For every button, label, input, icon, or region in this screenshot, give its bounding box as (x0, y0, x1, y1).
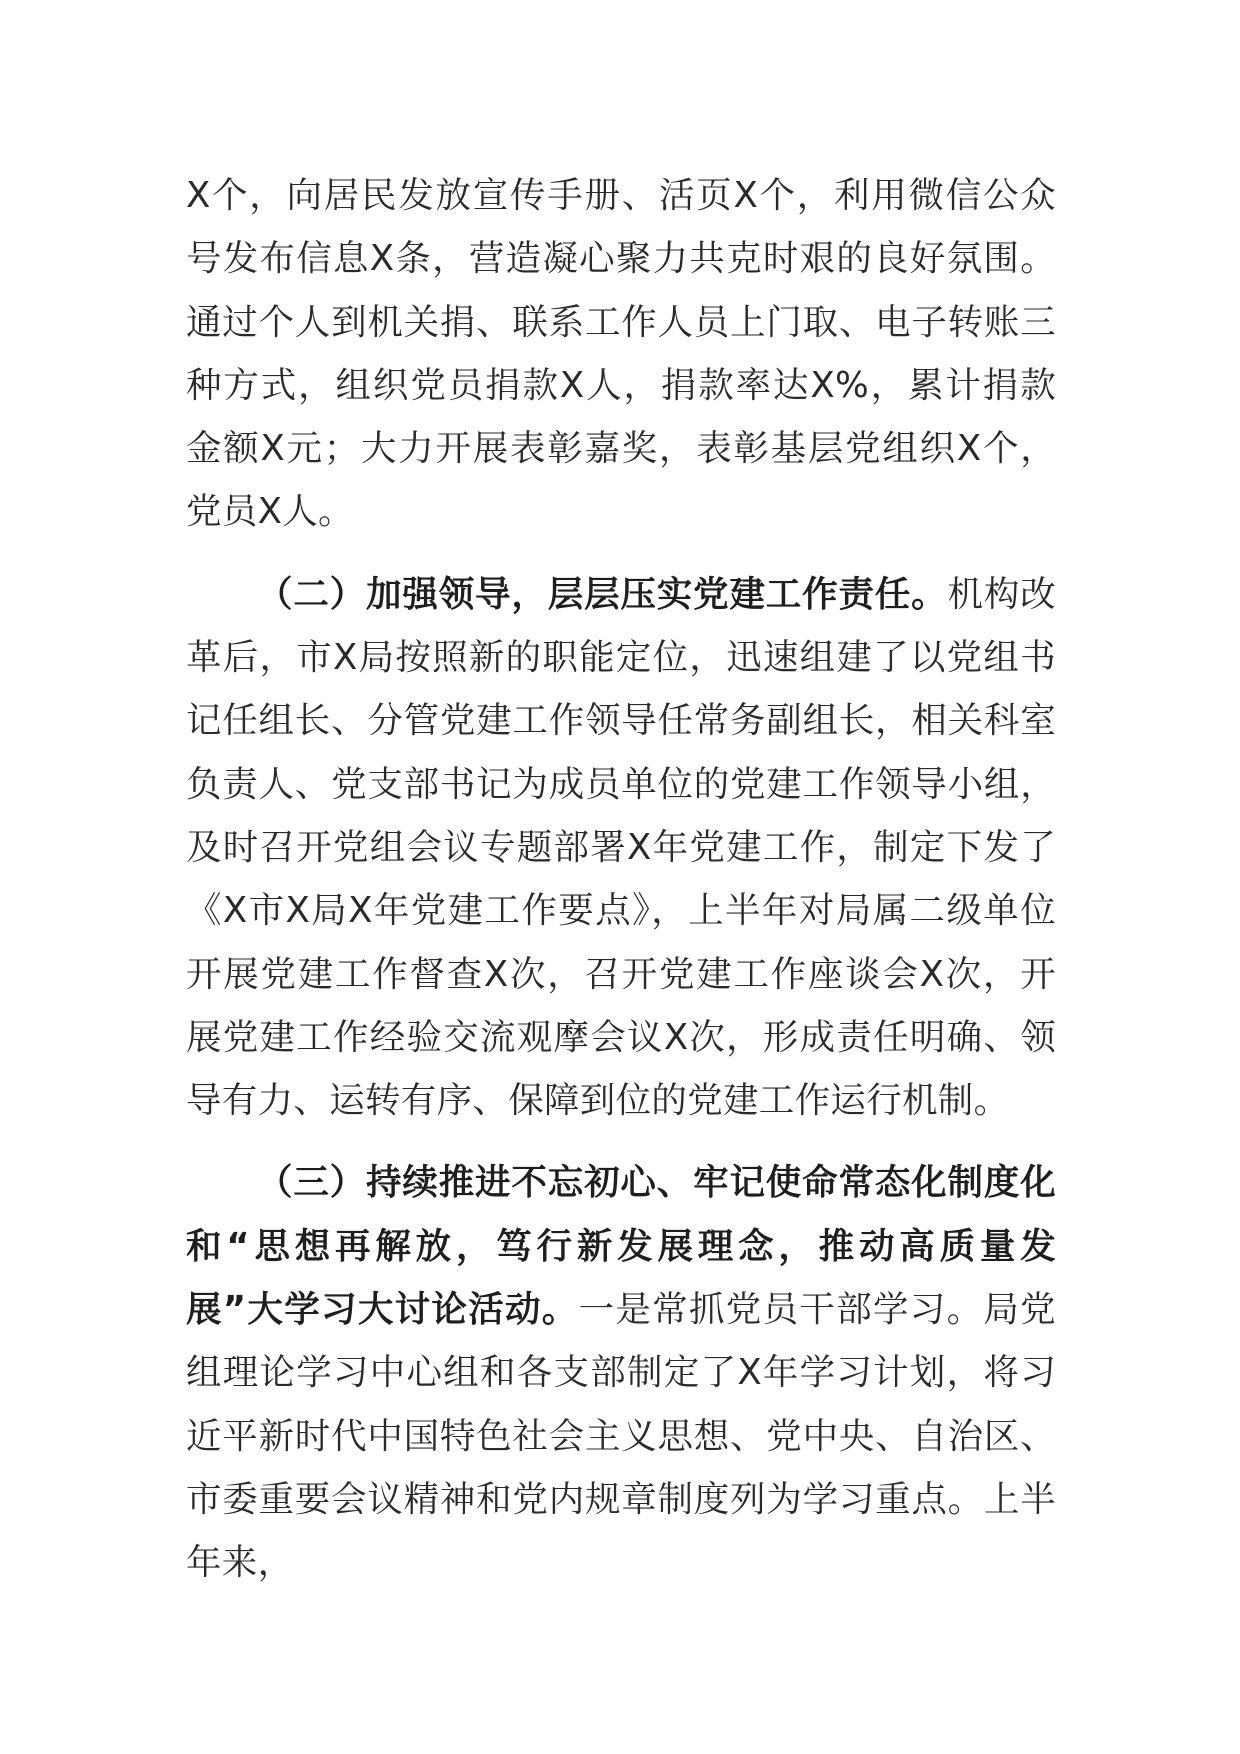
paragraph-text: X个，向居民发放宣传手册、活页X个，利用微信公众号发布信息X条，营造凝心聚力共克时艰的良好氛围。通过个人到机关捐、联系工作人员上门取、电子转账三种方式，组织党员捐款X人，捐款率达X%，累计捐款金额X元；大力开展表彰嘉奖，表彰基层党组织X个，党员X人。 (186, 175, 1056, 533)
paragraph-study-campaign (186, 1151, 1056, 1594)
paragraph-text: 一是常抓党员干部学习。局党组理论学习中心组和各支部制定了X年学习计划，将习近平新时代中国特色社会主义思想、党中央、自治区、市委重要会议精神和党内规章制度列为学习重点。上半年来， (186, 1289, 1056, 1584)
section-heading-3: （三）持续推进不忘初心、牢记使命常态化制度化和“思想再解放，笃行新发展理念，推动高质量发展”大学习大讨论活动。 (186, 1162, 1056, 1331)
section-heading-2: （二）加强领导，层层压实党建工作责任。 (257, 573, 948, 615)
paragraph-donations (186, 164, 1056, 544)
paragraph-text: 机构改革后，市X局按照新的职能定位，迅速组建了以党组书记任组长、分管党建工作领导任常务副组长，相关科室负责人、党支部书记为成员单位的党建工作领导小组，及时召开党组会议专题部署X年党建工作，制定下发了《X市X局X年党建工作要点》，上半年对局属二级单位开展党建工作督查X次，召开党建工作座谈会X次，开展党建工作经验交流观摩会议X次，形成责任明确、领导有力、运转有序、保障到位的党建工作运行机制。 (186, 573, 1057, 1122)
paragraph-leadership (186, 563, 1056, 1133)
document-body (186, 164, 1056, 1595)
